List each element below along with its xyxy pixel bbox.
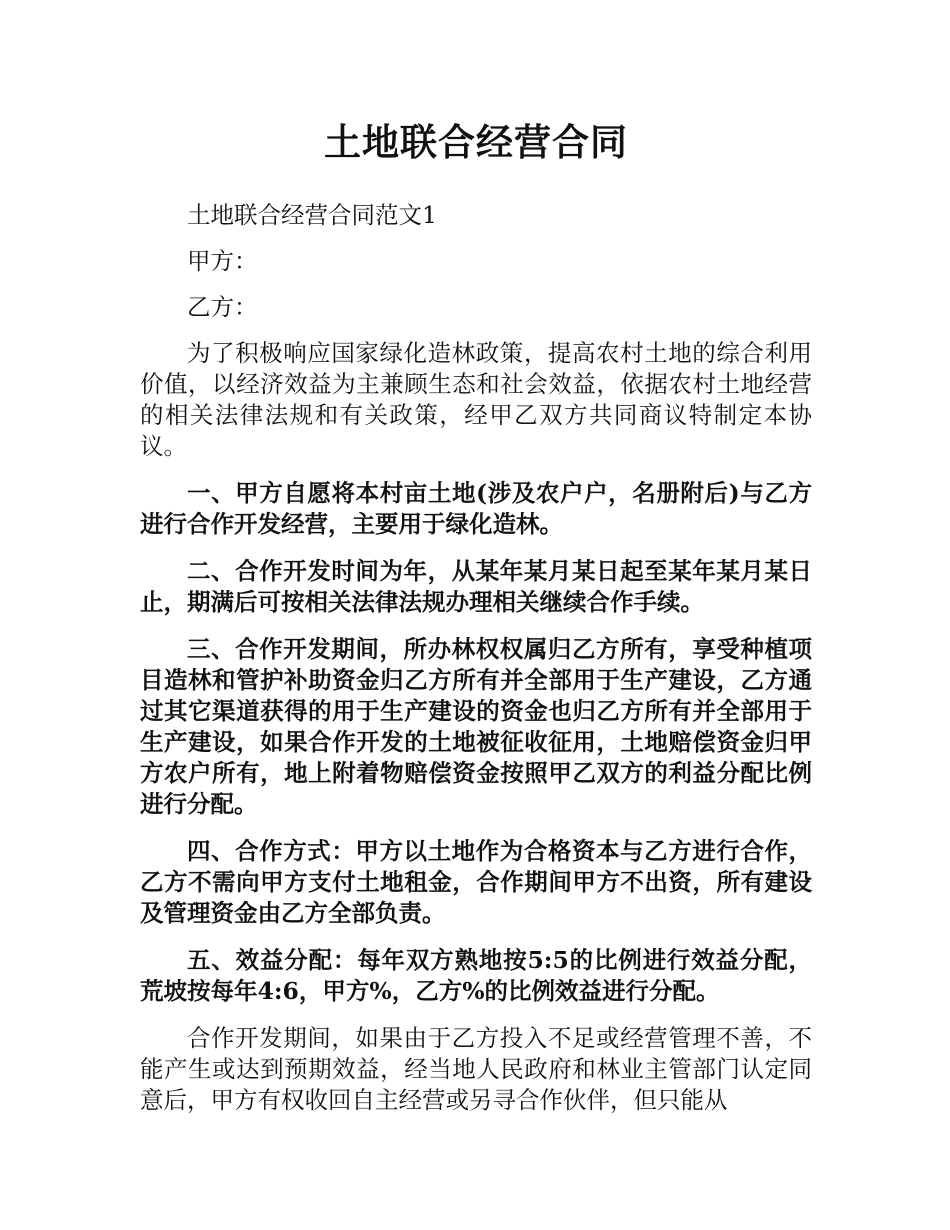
paragraph-party-b: 乙方： — [187, 293, 258, 321]
document-title: 土地联合经营合同 — [324, 120, 628, 164]
clause-4: 四、合作方式：甲方以土地作为合格资本与乙方进行合作，乙方不需向甲方支付土地租金，合作期间甲方不出资，所有建设及管理资金由乙方全部负责。 — [140, 837, 812, 927]
document-body — [140, 200, 812, 1116]
clause-3: 三、合作开发期间，所办林权权属归乙方所有，享受种植项目造林和管护补助资金归乙方所有并全部用于生产建设，乙方通过其它渠道获得的用于生产建设的资金也归乙方所有并全部用于生产建设，如果合作开发的土地被征收征用，土地赔偿资金归甲方农户所有，地上附着物赔偿资金按照甲乙双方的利益分配比例进行分配。 — [140, 635, 812, 818]
paragraph-continuation: 合作开发期间，如果由于乙方投入不足或经营管理不善，不能产生或达到预期效益，经当地人民政府和林业主管部门认定同意后，甲方有权收回自主经营或另寻合作伙伴，但只能从 — [140, 1024, 812, 1114]
paragraph-subtitle: 土地联合经营合同范文1 — [187, 201, 437, 229]
clause-2: 二、合作开发时间为年，从某年某月某日起至某年某月某日止，期满后可按相关法律法规办理相关继续合作手续。 — [140, 557, 812, 616]
clause-5: 五、效益分配：每年双方熟地按5:5的比例进行效益分配，荒坡按每年4:6，甲方%，乙方%的比例效益进行分配。 — [140, 946, 812, 1005]
paragraph-preamble: 为了积极响应国家绿化造林政策，提高农村土地的综合利用价值，以经济效益为主兼顾生态和社会效益，依据农村土地经营的相关法律法规和有关政策，经甲乙双方共同商议特制定本协议。 — [140, 339, 812, 460]
clause-1: 一、甲方自愿将本村亩土地(涉及农户户，名册附后)与乙方进行合作开发经营，主要用于绿化造林。 — [140, 479, 812, 538]
paragraph-party-a: 甲方： — [187, 247, 258, 275]
